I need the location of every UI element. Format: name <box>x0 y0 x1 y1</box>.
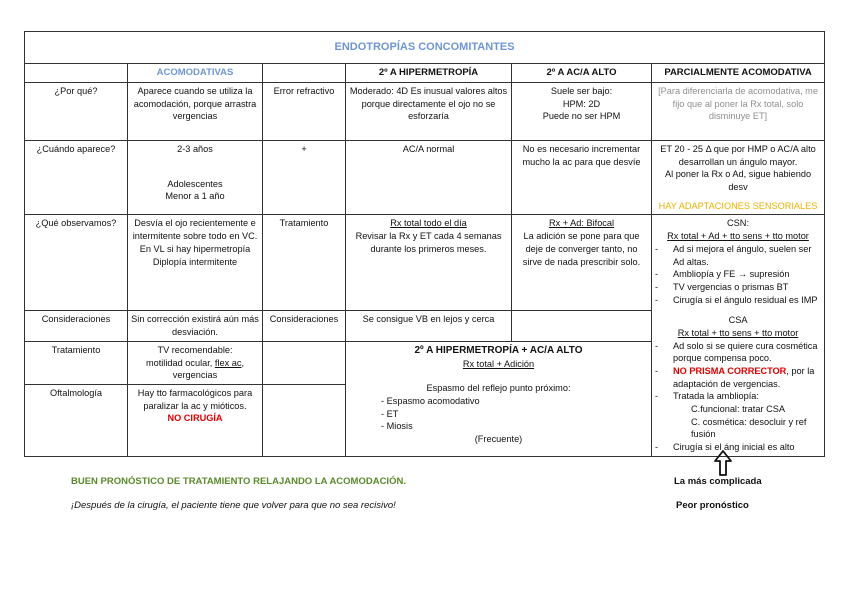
csn-list <box>655 243 821 306</box>
cell-line: HPM: 2D <box>562 98 601 109</box>
peor-pronostico-label: Peor pronóstico <box>676 500 749 511</box>
cell-line: La adición se pone para que deje de converger tanto, no sirve de nada prescribir solo. <box>522 231 641 267</box>
row-label: Tratamiento <box>25 341 128 384</box>
header-parcial: PARCIALMENTE ACOMODATIVA <box>652 64 825 83</box>
csa-list <box>655 340 821 454</box>
list-item: - Ad solo si se quiere cura cosmética porque compensa poco. <box>655 340 821 365</box>
list-item <box>655 365 821 390</box>
cell-text-part: motilidad ocular, <box>145 357 215 368</box>
combined-cell <box>346 341 652 456</box>
cell-line: Suele ser bajo: <box>550 86 613 96</box>
combined-subtitle: Rx total + Adición <box>462 358 535 369</box>
cell-line: Desvía el ojo recientemente e intermitente sobre todo en VC. <box>132 218 258 242</box>
list-item-text: Espasmo acomodativo <box>386 395 480 406</box>
parcial-observamos-cell <box>652 215 825 456</box>
no-cirugia-warning: NO CIRUGÍA <box>167 413 223 424</box>
list-item: - Ambliopía y FE → supresión <box>655 268 821 281</box>
row-cuando <box>25 141 825 215</box>
cell-line <box>131 357 259 370</box>
frequency-note: (Frecuente) <box>474 434 523 445</box>
sub-label: + <box>263 141 346 215</box>
cell-text: [Para diferenciarla de acomodativa, me fijo que al poner la Rx total, solo disminuye ET] <box>652 83 825 141</box>
header-acomodativas: ACOMODATIVAS <box>128 64 263 83</box>
header-aca-alto: 2º A AC/A ALTO <box>512 64 652 83</box>
sub-label: Tratamiento <box>263 215 346 311</box>
buen-pronostico-note: BUEN PRONÓSTICO DE TRATAMIENTO RELAJANDO LA ACOMODACIÓN. <box>71 476 406 487</box>
cell-text: Se consigue VB en lejos y cerca <box>346 311 512 341</box>
cell-line: Menor a 1 año <box>165 191 225 202</box>
cell-text-part: , <box>241 357 245 368</box>
row-label: ¿Cuándo aparece? <box>25 141 128 215</box>
cell-text <box>128 141 263 215</box>
row-label: Consideraciones <box>25 311 128 341</box>
cell-heading: Rx total todo el día <box>390 218 467 229</box>
header-hipermetropia: 2º A HIPERMETROPÍA <box>346 64 512 83</box>
cell-line: Revisar la Rx y ET cada 4 semanas durante los primeros meses. <box>355 231 502 254</box>
cell-text <box>512 215 652 311</box>
cell-line: Adolescentes <box>167 178 223 189</box>
cell-text-part: flex ac <box>214 357 242 368</box>
list-item: - Cirugía si el ángulo residual es IMP <box>655 294 821 307</box>
cell-text <box>128 215 263 311</box>
list-item: - Espasmo acomodativo <box>381 395 480 406</box>
endotropias-table <box>24 31 825 457</box>
cell-text: No es necesario incrementar mucho la ac para que desvíe <box>512 141 652 215</box>
cell-line: En VL si hay hipermetropía Diplopía intermitente <box>139 243 251 267</box>
cell-text <box>346 215 512 311</box>
cell-line: Al poner la Rx o Ad, sigue habiendo desv <box>664 169 812 193</box>
cell-text <box>128 384 263 456</box>
combined-title: 2º A HIPERMETROPÍA + AC/A ALTO <box>414 344 583 356</box>
list-item-text: , por la adaptación de vergencias. <box>673 366 815 389</box>
list-item: - Ad si mejora el ángulo, suelen ser Ad altas. <box>655 243 821 268</box>
cell-text: AC/A normal <box>346 141 512 215</box>
cell-text <box>128 341 263 384</box>
cell-text <box>652 141 825 215</box>
adaptaciones-note: HAY ADAPTACIONES SENSORIALES <box>658 200 818 211</box>
list-item-text: ET <box>386 408 399 419</box>
list-subitem: C.funcional: tratar CSA <box>691 404 785 415</box>
header-row <box>25 64 825 83</box>
list-item-text: Miosis <box>386 421 413 432</box>
cell-text: Sin corrección existirá aún más desviación. <box>128 311 263 341</box>
list-item: - TV vergencias o prismas BT <box>655 281 821 294</box>
no-prisma-warning: NO PRISMA CORRECTOR <box>673 366 787 376</box>
cell-line: Hay tto farmacológicos para paralizar la ac y mióticos. <box>137 387 253 411</box>
csa-title: CSA <box>728 315 748 326</box>
list-item: - Miosis <box>381 421 413 432</box>
cell-line: vergencias <box>172 370 218 381</box>
list-item: - ET <box>381 408 399 419</box>
list-item-text: - Tratada la ambliopía: <box>673 391 759 402</box>
cell-line: 2-3 años <box>177 144 213 154</box>
sub-label: Consideraciones <box>263 311 346 341</box>
espasmo-heading: Espasmo del reflejo punto próximo: <box>426 383 571 394</box>
list-subitem: C. cosmética: desocluir y ref fusión <box>691 416 807 440</box>
mas-complicada-label: La más complicada <box>674 476 762 487</box>
up-arrow-icon <box>713 449 733 477</box>
cell-text: Aparece cuando se utiliza la acomodación, porque arrastra vergencias <box>128 83 263 141</box>
csn-subtitle: Rx total + Ad + tto sens + tto motor <box>667 231 809 242</box>
row-porque <box>25 83 825 141</box>
cell-text <box>512 83 652 141</box>
cirugia-note: ¡Después de la cirugía, el paciente tiene que volver para que no sea recisivo! <box>71 500 396 511</box>
espasmo-list <box>349 395 648 433</box>
csn-title: CSN: <box>727 218 749 229</box>
row-label: ¿Por qué? <box>25 83 128 141</box>
list-item <box>655 390 821 441</box>
cell-line: Puede no ser HPM <box>542 111 621 122</box>
cell-text: Moderado: 4D Es inusual valores altos porque directamente el ojo no se esforzaría <box>346 83 512 141</box>
row-observamos <box>25 215 825 311</box>
cell-line: TV recomendable: <box>157 344 233 355</box>
list-item: - Cirugía si el áng inicial es alto <box>655 441 821 454</box>
table-title: ENDOTROPÍAS CONCOMITANTES <box>25 32 825 64</box>
cell-line: ET 20 - 25 Δ que por HMP o AC/A alto desarrollan un ángulo mayor. <box>660 144 816 167</box>
sub-label: Error refractivo <box>263 83 346 141</box>
csa-subtitle: Rx total + tto sens + tto motor <box>677 327 799 338</box>
row-label: Oftalmología <box>25 384 128 456</box>
cell-heading: Rx + Ad: Bifocal <box>548 218 615 229</box>
row-label: ¿Qué observamos? <box>25 215 128 311</box>
